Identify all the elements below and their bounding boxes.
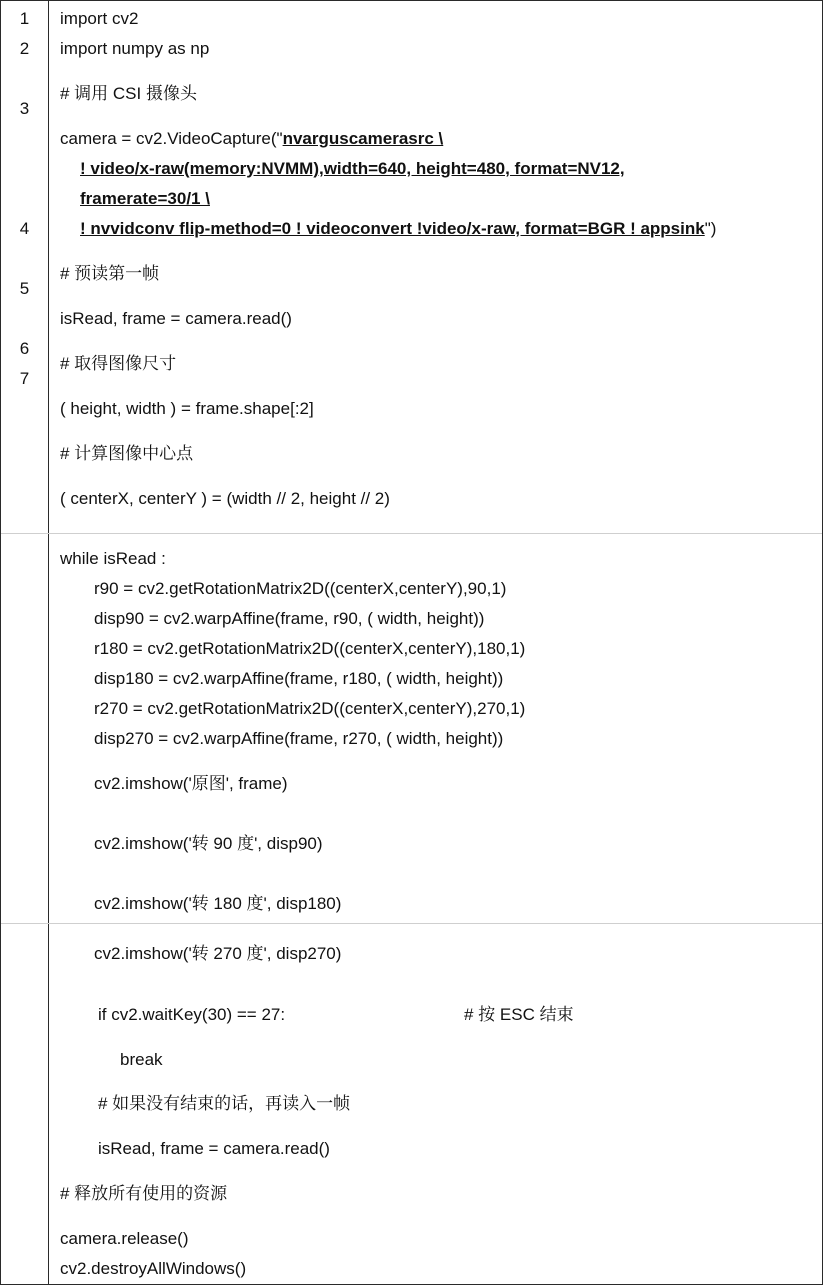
pipeline-string: ! video/x-raw(memory:NVMM),width=640, height=480, format=NV12, [80,159,625,178]
line-number: 2 [19,39,30,58]
code-comment: # 按 ESC 结束 [464,1005,574,1024]
gutter-divider [48,1,49,1284]
code-line: camera = cv2.VideoCapture("nvarguscamerasrc \ [60,129,444,148]
line-number: 1 [19,9,30,28]
code-line: camera.release() [60,1229,189,1248]
code-line: ( height, width ) = frame.shape[:2] [60,399,314,418]
code-line: import numpy as np [60,39,210,58]
code-line: cv2.destroyAllWindows() [60,1259,247,1278]
code-comment: # 计算图像中心点 [60,444,194,463]
code-line: ( centerX, centerY ) = (width // 2, height // 2) [60,489,390,508]
code-comment: # 预读第一帧 [60,264,160,283]
code-line: cv2.imshow('转 270 度', disp270) [94,944,342,963]
code-line: disp180 = cv2.warpAffine(frame, r180, ( width, height)) [94,669,504,688]
pipeline-string: nvarguscamerasrc \ [282,129,444,148]
line-number: 6 [19,339,30,358]
line-number: 4 [19,219,30,238]
code-line: cv2.imshow('转 180 度', disp180) [94,894,342,913]
code-comment: # 如果没有结束的话，再读入一帧 [98,1094,351,1113]
code-line: ! nvvidconv flip-method=0 ! videoconvert !video/x-raw, format=BGR ! appsink") [80,219,717,238]
code-line: r180 = cv2.getRotationMatrix2D((centerX,centerY),180,1) [94,639,526,658]
line-number: 3 [19,99,30,118]
pipeline-string: framerate=30/1 \ [80,189,210,208]
line-number: 5 [19,279,30,298]
code-line: break [120,1050,163,1069]
row-divider [1,533,822,534]
code-line: if cv2.waitKey(30) == 27: [98,1005,286,1024]
code-line: cv2.imshow('原图', frame) [94,774,288,793]
code-comment: # 释放所有使用的资源 [60,1184,228,1203]
line-number: 7 [19,369,30,388]
code-line: isRead, frame = camera.read() [98,1139,330,1158]
code-comment: # 取得图像尺寸 [60,354,177,373]
code-line: import cv2 [60,9,139,28]
code-line: cv2.imshow('转 90 度', disp90) [94,834,323,853]
row-divider [1,923,822,924]
pipeline-string: ! nvvidconv flip-method=0 ! videoconvert !video/x-raw, format=BGR ! appsink [80,219,705,238]
code-line: while isRead : [60,549,166,568]
code-line: disp90 = cv2.warpAffine(frame, r90, ( width, height)) [94,609,485,628]
code-line: disp270 = cv2.warpAffine(frame, r270, ( width, height)) [94,729,504,748]
code-line: r90 = cv2.getRotationMatrix2D((centerX,centerY),90,1) [94,579,507,598]
code-comment: # 调用 CSI 摄像头 [60,84,197,103]
code-line: r270 = cv2.getRotationMatrix2D((centerX,centerY),270,1) [94,699,526,718]
code-line: isRead, frame = camera.read() [60,309,292,328]
